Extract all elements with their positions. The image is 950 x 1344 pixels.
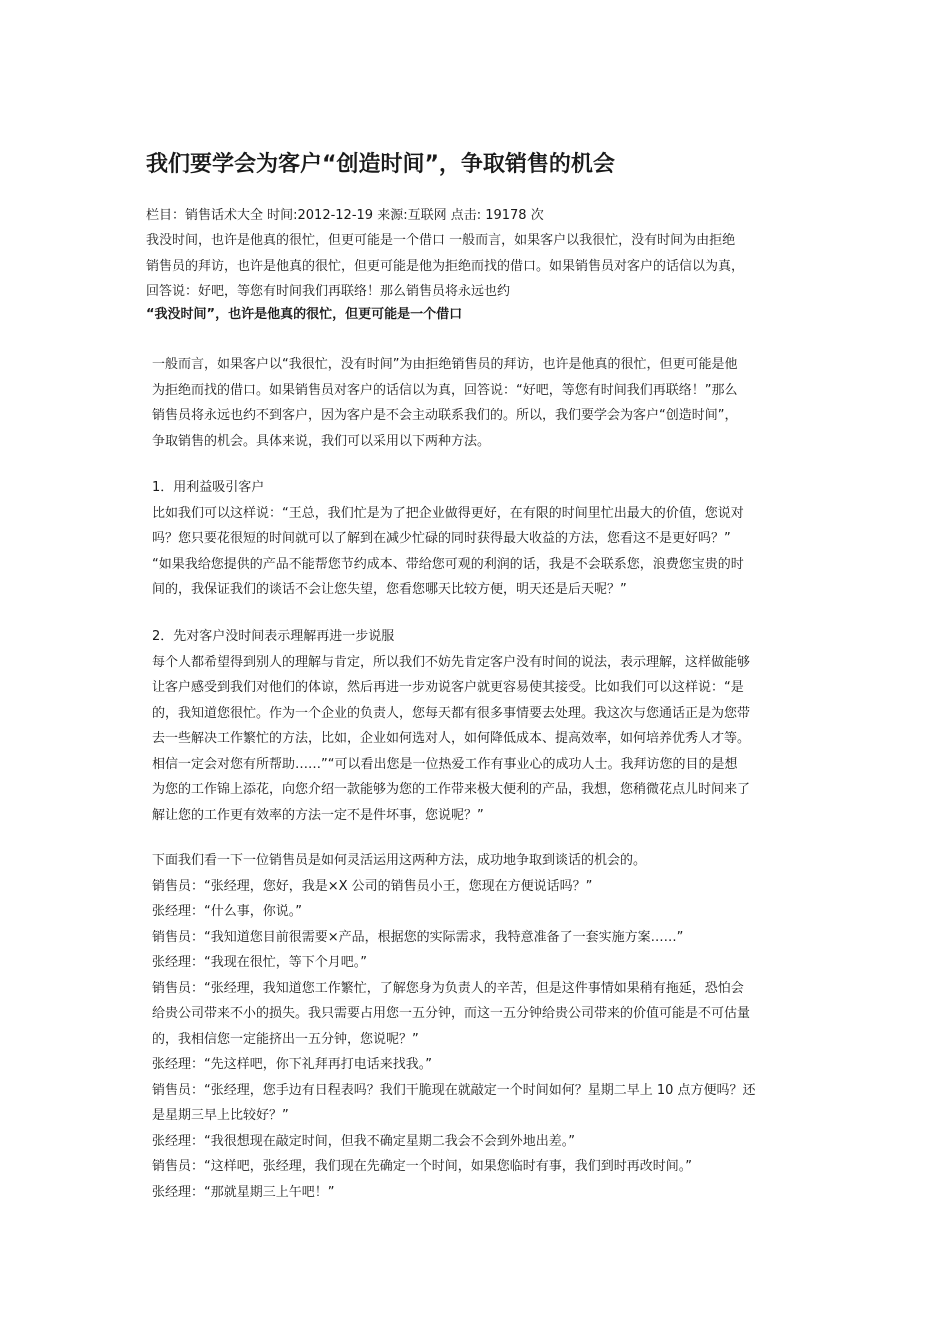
intro-line: 争取销售的机会。具体来说，我们可以采用以下两种方法。: [152, 433, 491, 449]
method-one-line: 吗？您只要花很短的时间就可以了解到在减少忙碌的同时获得最大收益的方法，您看这不是更好吗？”: [152, 531, 731, 546]
method-one-section: [152, 475, 842, 603]
dialogue-line: 销售员：“这样吧，张经理，我们现在先确定一个时间，如果您临时有事，我们到时再改时间。”: [152, 1159, 692, 1174]
method-two-line: 解让您的工作更有效率的方法一定不是件坏事，您说呢？”: [152, 807, 484, 823]
intro-paragraph: [152, 352, 842, 454]
summary-line: 回答说：好吧，等您有时间我们再联络！那么销售员将永远也约: [146, 284, 511, 299]
meta-text: 栏目：销售话术大全 时间:2012-12-19 来源:互联网 点击: 19178 次: [146, 208, 544, 223]
dialogue-line: 给贵公司带来不小的损失。我只需要占用您一五分钟，而这一五分钟给贵公司带来的价值可能是不可估量: [152, 1006, 751, 1021]
method-one-line: “如果我给您提供的产品不能帮您节约成本、带给您可观的利润的话，我是不会联系您，浪费您宝贵的时: [152, 556, 744, 572]
method-one-line: 间的，我保证我们的谈话不会让您失望，您看您哪天比较方便，明天还是后天呢？”: [152, 582, 627, 597]
dialogue-line: 张经理：“什么事，你说。”: [152, 904, 302, 919]
heading-text: “我没时间”，也许是他真的很忙，但更可能是一个借口: [146, 307, 463, 322]
summary-paragraph: [146, 228, 836, 305]
method-one-line: 比如我们可以这样说：“王总，我们忙是为了把企业做得更好，在有限的时间里忙出最大的价值，您说对: [152, 505, 744, 521]
dialogue-line: 销售员：“张经理，您手边有日程表吗？我们干脆现在就敲定一个时间如何？星期二早上 10 点方便吗？还: [152, 1082, 756, 1098]
method-one-heading: 1．用利益吸引客户: [152, 480, 265, 495]
method-two-line: 每个人都希望得到别人的理解与肯定，所以我们不妨先肯定客户没有时间的说法，表示理解，这样做能够: [152, 654, 751, 670]
intro-line: 销售员将永远也约不到客户，因为客户是不会主动联系我们的。所以，我们要学会为客户“创造时间”，: [152, 408, 738, 423]
dialogue-section: [152, 848, 842, 1205]
section-heading: [146, 302, 836, 328]
dialogue-line: 的，我相信您一定能挤出一五分钟，您说呢？”: [152, 1031, 419, 1047]
dialogue-line: 销售员：“张经理，您好，我是×X 公司的销售员小王，您现在方便说话吗？”: [152, 878, 593, 894]
meta-line: [146, 203, 836, 228]
method-two-heading: 2．先对客户没时间表示理解再进一步说服: [152, 629, 395, 644]
method-two-line: 的，我知道您很忙。作为一个企业的负责人，您每天都有很多事情要去处理。我这次与您通话正是为您带: [152, 705, 751, 721]
summary-line: 销售员的拜访，也许是他真的很忙，但更可能是他为拒绝而找的借口。如果销售员对客户的话信以为真，: [146, 258, 745, 274]
page-title: 我们要学会为客户“创造时间”，争取销售的机会: [146, 152, 615, 177]
dialogue-line: 张经理：“我现在很忙，等下个月吧。”: [152, 955, 367, 970]
dialogue-line: 是星期三早上比较好？”: [152, 1108, 289, 1123]
dialogue-line: 张经理：“那就星期三上午吧！”: [152, 1184, 335, 1200]
dialogue-line: 销售员：“张经理，我知道您工作繁忙，了解您身为负责人的辛苦，但是这件事情如果稍有拖延，恐怕会: [152, 980, 744, 996]
method-two-line: 让客户感受到我们对他们的体谅，然后再进一步劝说客户就更容易使其接受。比如我们可以这样说：“是: [152, 680, 744, 695]
method-two-line: 为您的工作锦上添花，向您介绍一款能够为您的工作带来极大便利的产品，我想，您稍微花点儿时间来了: [152, 782, 751, 797]
summary-line: 我没时间，也许是他真的很忙，但更可能是一个借口 一般而言，如果客户以我很忙，没有时间为由拒绝: [146, 233, 736, 248]
intro-line: 为拒绝而找的借口。如果销售员对客户的话信以为真，回答说：“好吧，等您有时间我们再联络！”那么: [152, 382, 738, 398]
intro-line: 一般而言，如果客户以“我很忙，没有时间”为由拒绝销售员的拜访，也许是他真的很忙，但更可能是他: [152, 357, 738, 372]
method-two-line: 相信一定会对您有所帮助……”“可以看出您是一位热爱工作有事业心的成功人士。我拜访您的目的是想: [152, 756, 738, 772]
method-two-line: 去一些解决工作繁忙的方法，比如，企业如何选对人，如何降低成本、提高效率，如何培养优秀人才等。: [152, 731, 751, 746]
method-two-section: [152, 624, 842, 828]
dialogue-line: 张经理：“先这样吧，你下礼拜再打电话来找我。”: [152, 1057, 432, 1072]
dialogue-line: 张经理：“我很想现在敲定时间，但我不确定星期二我会不会到外地出差。”: [152, 1133, 575, 1149]
dialogue-intro: 下面我们看一下一位销售员是如何灵活运用这两种方法，成功地争取到谈话的机会的。: [152, 853, 647, 868]
dialogue-line: 销售员：“我知道您目前很需要×产品，根据您的实际需求，我特意准备了一套实施方案……”: [152, 929, 684, 945]
